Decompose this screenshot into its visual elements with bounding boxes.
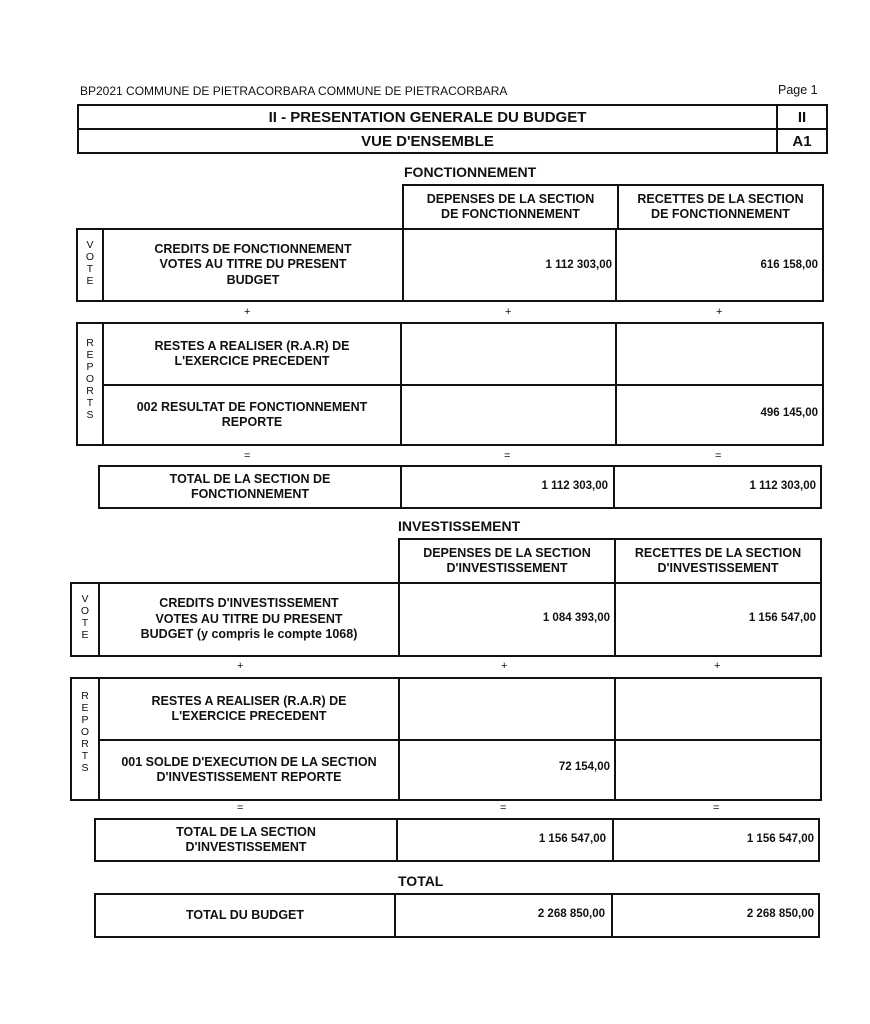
investissement-reports-block [70,677,822,801]
sub-title-code: A1 [792,132,812,150]
total-budget-depenses: 2 268 850,00 [537,908,605,920]
fonctionnement-vote-recettes: 616 158,00 [760,259,818,271]
investissement-total-row [94,818,820,862]
plus-sign: + [505,306,512,318]
equals-sign: = [713,802,720,814]
plus-sign: + [501,660,508,672]
investissement-total-depenses: 1 156 547,00 [538,833,606,845]
total-budget-label: TOTAL DU BUDGET [185,907,305,922]
equals-sign: = [715,450,722,462]
fonctionnement-total-recettes: 1 112 303,00 [749,480,816,492]
reports-vertical-label: R E P O R T S [80,690,90,774]
document-header: BP2021 COMMUNE DE PIETRACORBARA COMMUNE DE PIETRACORBARA [80,84,508,98]
page-number: Page 1 [778,83,818,97]
investissement-recettes-header: RECETTES DE LA SECTION D'INVESTISSEMENT [634,546,802,575]
investissement-depenses-header: DEPENSES DE LA SECTION D'INVESTISSEMENT [423,546,591,575]
vote-vertical-label: V O T E [85,239,95,287]
fonctionnement-vote-label: CREDITS DE FONCTIONNEMENT VOTES AU TITRE DU PRESENT BUDGET [154,241,352,287]
investissement-solde-depenses: 72 154,00 [558,761,610,773]
fonctionnement-column-headers [402,184,824,230]
plus-sign: + [237,660,244,672]
investissement-column-headers [398,538,822,584]
fonctionnement-vote-row [76,228,824,302]
fonctionnement-total-label: TOTAL DE LA SECTION DE FONCTIONNEMENT [169,471,331,501]
equals-sign: = [237,802,244,814]
fonctionnement-vote-depenses: 1 112 303,00 [545,259,612,271]
investissement-section-title: INVESTISSEMENT [398,518,521,534]
investissement-vote-label: CREDITS D'INVESTISSEMENT VOTES AU TITRE DU PRESENT BUDGET (y compris le compte 1068) [140,596,358,642]
sub-title: VUE D'ENSEMBLE [361,132,494,150]
main-title-code: II [797,108,807,126]
main-title: II - PRESENTATION GENERALE DU BUDGET [268,108,587,126]
total-budget-row [94,893,820,938]
plus-sign: + [714,660,721,672]
equals-sign: = [244,450,251,462]
vote-vertical-label: V O T E [80,593,90,641]
equals-sign: = [504,450,511,462]
investissement-vote-depenses: 1 084 393,00 [542,612,610,624]
fonctionnement-total-row [98,465,822,509]
reports-vertical-label: R E P O R T S [85,337,95,421]
fonctionnement-resultat-label: 002 RESULTAT DE FONCTIONNEMENT REPORTE [136,399,368,429]
fonctionnement-recettes-header: RECETTES DE LA SECTION DE FONCTIONNEMENT [637,192,804,221]
title-box [77,104,828,154]
investissement-vote-recettes: 1 156 547,00 [748,612,816,624]
fonctionnement-depenses-header: DEPENSES DE LA SECTION DE FONCTIONNEMENT [426,192,595,221]
fonctionnement-total-depenses: 1 112 303,00 [541,480,608,492]
plus-sign: + [716,306,723,318]
investissement-total-recettes: 1 156 547,00 [746,833,814,845]
total-budget-recettes: 2 268 850,00 [746,908,814,920]
investissement-vote-row [70,582,822,657]
investissement-rar-label: RESTES A REALISER (R.A.R) DE L'EXERCICE PRECEDENT [151,693,347,723]
fonctionnement-rar-label: RESTES A REALISER (R.A.R) DE L'EXERCICE PRECEDENT [154,338,350,368]
fonctionnement-section-title: FONCTIONNEMENT [404,164,537,180]
fonctionnement-reports-block [76,322,824,446]
total-section-title: TOTAL [398,873,444,889]
plus-sign: + [244,306,251,318]
equals-sign: = [500,802,507,814]
investissement-solde-label: 001 SOLDE D'EXECUTION DE LA SECTION D'INVESTISSEMENT REPORTE [121,754,377,784]
fonctionnement-resultat-recettes: 496 145,00 [760,407,818,419]
investissement-total-label: TOTAL DE LA SECTION D'INVESTISSEMENT [176,824,316,854]
